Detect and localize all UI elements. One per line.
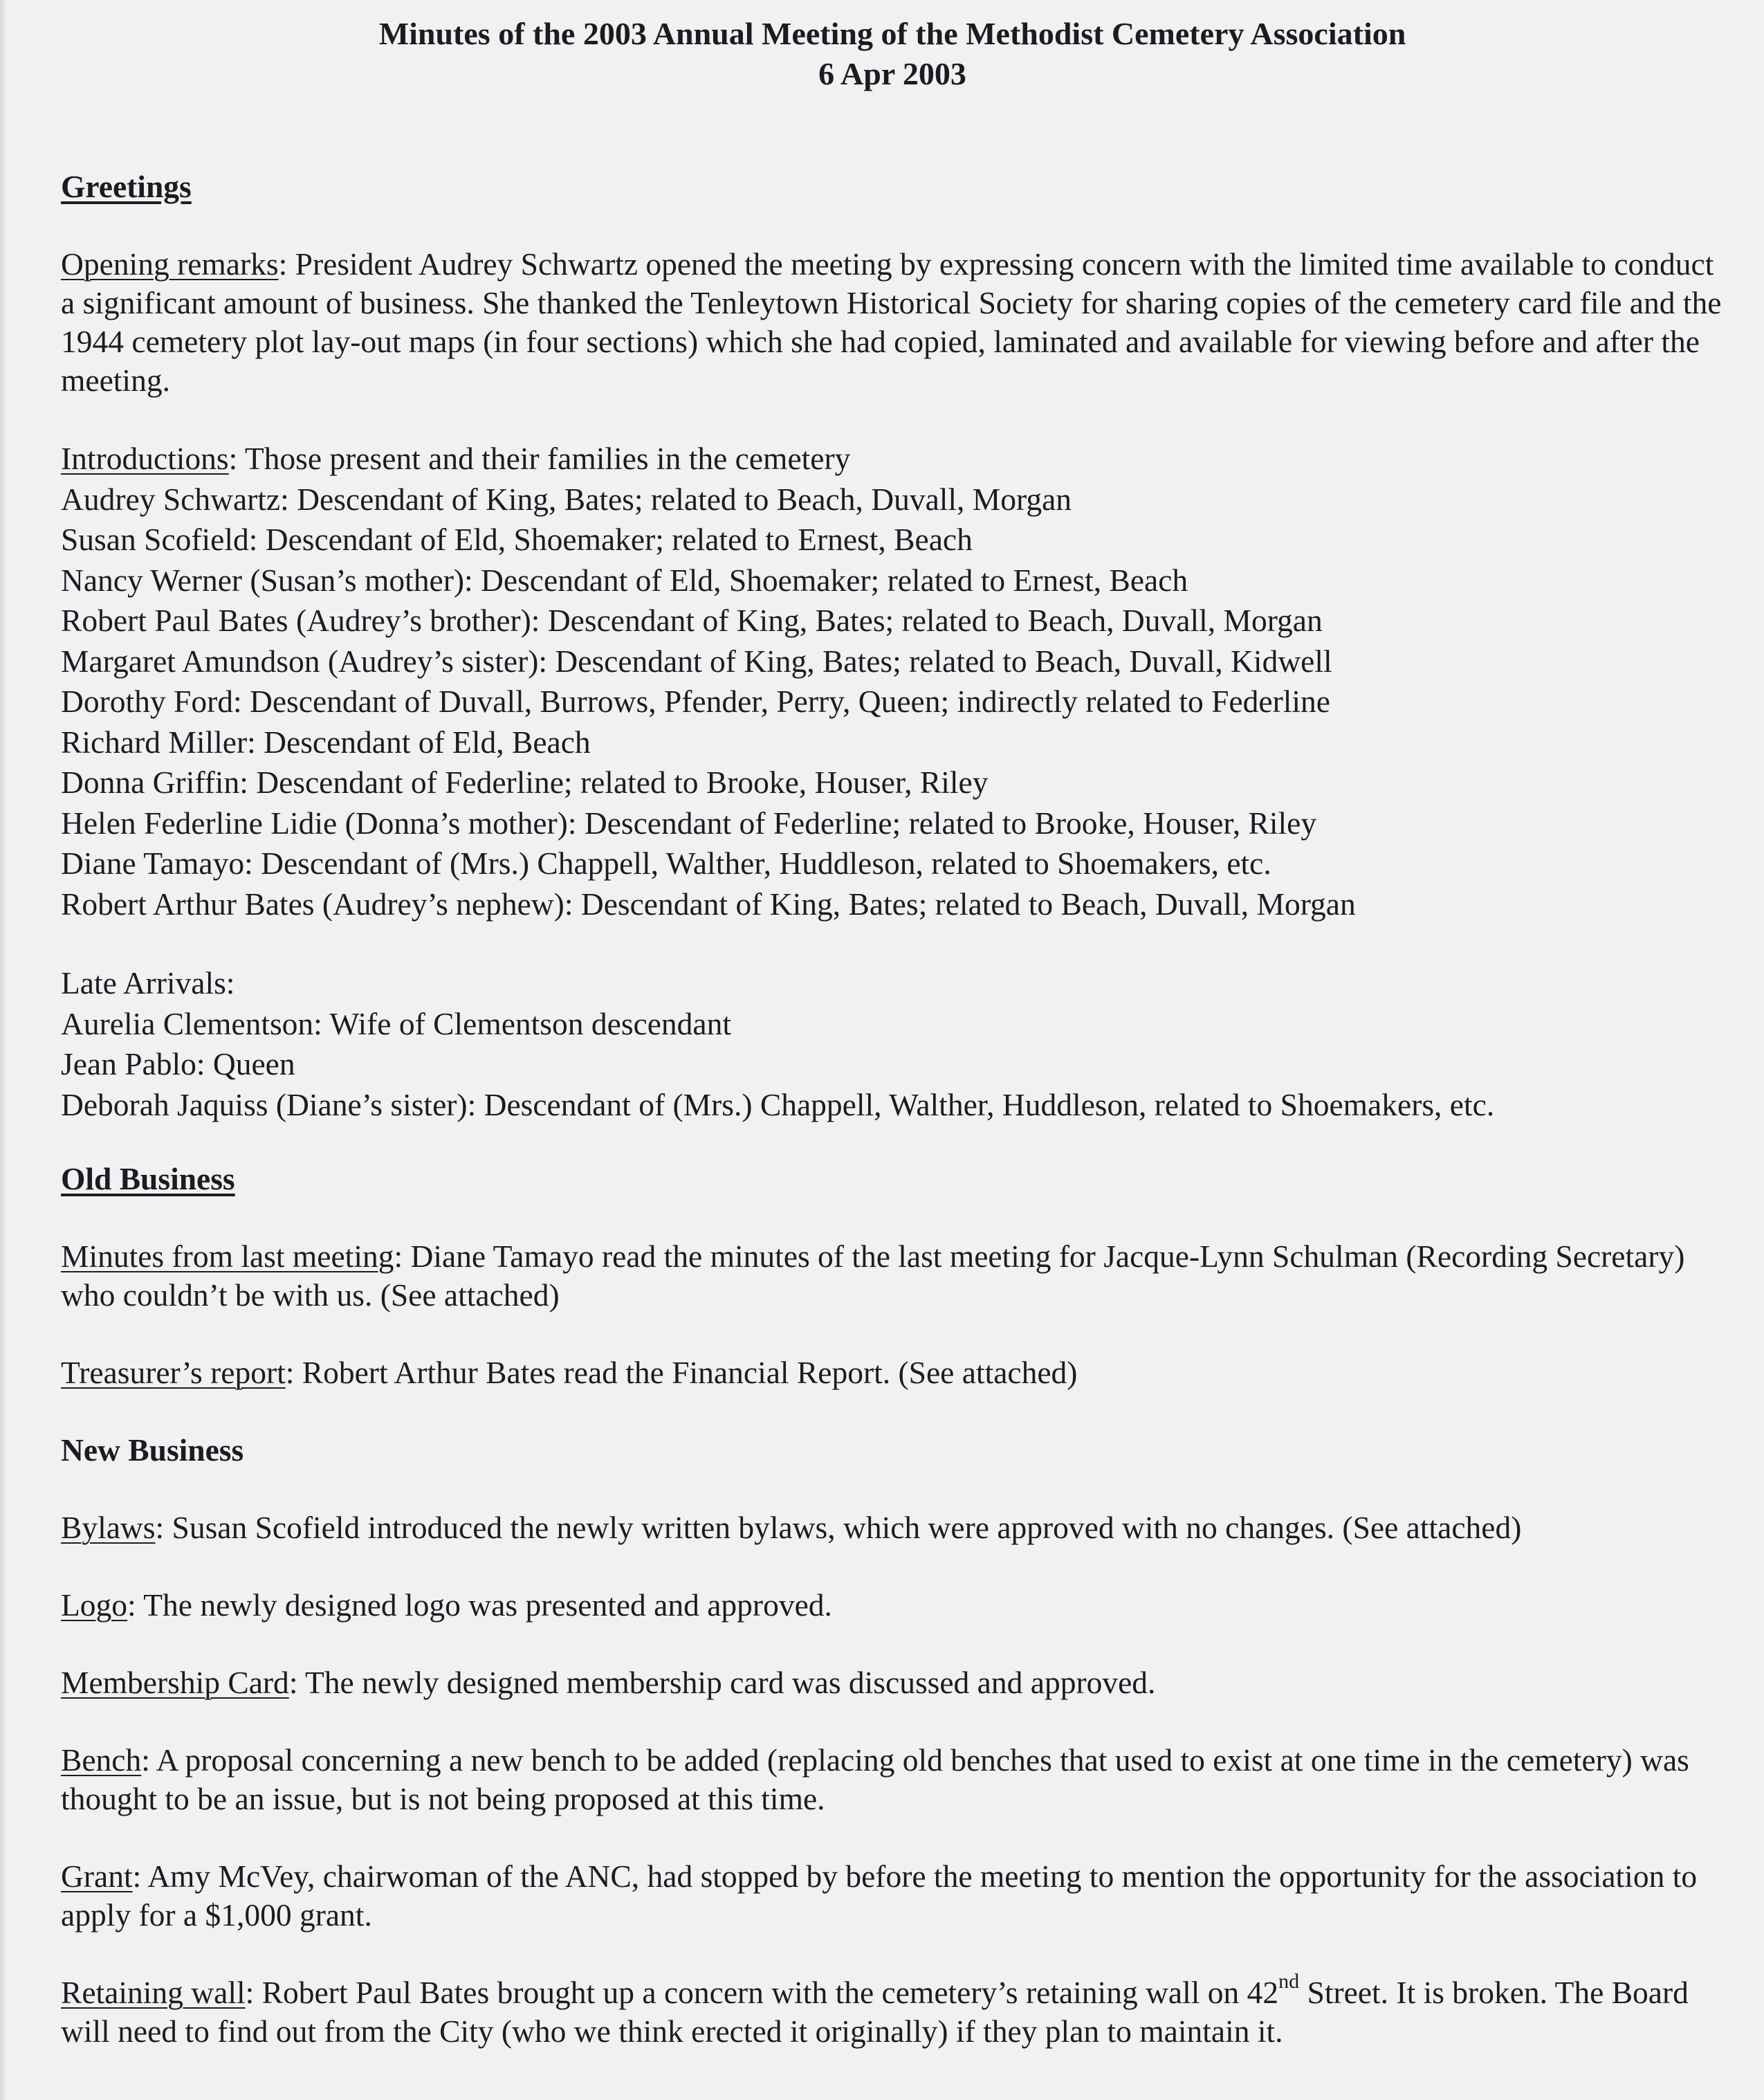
introductions-intro: Introductions: Those present and their families in the cemetery: [61, 441, 851, 476]
new-business-heading: New Business: [61, 1432, 244, 1468]
minutes-label: Minutes from last meeting: [61, 1239, 394, 1274]
attendee-line: Aurelia Clementson: Wife of Clementson descendant: [61, 1005, 732, 1041]
treasurer-label: Treasurer’s report: [61, 1355, 286, 1390]
old-business-heading: Old Business: [61, 1161, 235, 1196]
attendee-line: Helen Federline Lidie (Donna’s mother): Descendant of Federline; related to Brooke, Houser, Riley: [61, 805, 1317, 841]
logo-text: : The newly designed logo was presented and approved.: [127, 1587, 832, 1623]
scan-edge: [0, 0, 7, 2100]
bench-item: [61, 1741, 1700, 1818]
grant-label: Grant: [61, 1859, 133, 1894]
ordinal-suffix: nd: [1278, 1969, 1300, 1993]
opening-remarks: [61, 245, 1728, 400]
attendee-line: Jean Pablo: Queen: [61, 1046, 295, 1081]
retaining-wall-text: : Robert Paul Bates brought up a concern with the cemetery’s retaining wall on 42: [245, 1975, 1279, 2010]
minutes-text: : Diane Tamayo read the minutes of the last meeting for Jacque-Lynn Schulman (Recording Secretary) who couldn’t be with us. (See attached): [61, 1239, 1685, 1313]
attendee-line: Nancy Werner (Susan’s mother): Descendant of Eld, Shoemaker; related to Ernest, Beach: [61, 562, 1188, 598]
retaining-wall-item: [61, 1969, 1735, 2051]
meeting-date: 6 Apr 2003: [818, 56, 966, 91]
attendee-line: Deborah Jaquiss (Diane’s sister): Descendant of (Mrs.) Chappell, Walther, Huddleson, related to Shoemakers, etc.: [61, 1086, 1495, 1122]
grant-text: : Amy McVey, chairwoman of the ANC, had stopped by before the meeting to mention the opportunity for the association to apply for a $1,000 grant.: [61, 1859, 1698, 1933]
introductions-list: [61, 439, 1735, 924]
attendee-line: Diane Tamayo: Descendant of (Mrs.) Chappell, Walther, Huddleson, related to Shoemakers, etc.: [61, 846, 1271, 881]
attendee-line: Dorothy Ford: Descendant of Duvall, Burrows, Pfender, Perry, Queen; indirectly related to Federline: [61, 684, 1330, 719]
attendee-line: Richard Miller: Descendant of Eld, Beach: [61, 724, 591, 760]
treasurer-text: : Robert Arthur Bates read the Financial Report. (See attached): [285, 1355, 1078, 1390]
attendee-line: Margaret Amundson (Audrey’s sister): Descendant of King, Bates; related to Beach, Duvall, Kidwell: [61, 643, 1332, 679]
bench-label: Bench: [61, 1742, 142, 1778]
attendee-line: Donna Griffin: Descendant of Federline; related to Brooke, Houser, Riley: [61, 765, 989, 800]
document-header: [0, 14, 1764, 94]
logo-item: [61, 1586, 1735, 1625]
attendee-line: Robert Arthur Bates (Audrey’s nephew): Descendant of King, Bates; related to Beach, Duvall, Morgan: [61, 886, 1356, 922]
membership-text: : The newly designed membership card was discussed and approved.: [288, 1665, 1156, 1700]
minutes-body: [61, 167, 1735, 2051]
greetings-heading: Greetings: [61, 169, 192, 204]
attendee-line: Susan Scofield: Descendant of Eld, Shoemaker; related to Ernest, Beach: [61, 522, 973, 557]
attendee-line: Robert Paul Bates (Audrey’s brother): Descendant of King, Bates; related to Beach, Duvall, Morgan: [61, 603, 1323, 638]
minutes-item: [61, 1237, 1728, 1315]
bench-text: : A proposal concerning a new bench to be added (replacing old benches that used to exist at one time in the cemetery) was thought to be an issue, but is not being proposed at this time.: [61, 1742, 1689, 1816]
introductions-label: Introductions: [61, 441, 229, 476]
membership-item: [61, 1663, 1735, 1702]
document-title: Minutes of the 2003 Annual Meeting of the Methodist Cemetery Association: [378, 16, 1406, 51]
bylaws-item: [61, 1508, 1735, 1547]
bylaws-label: Bylaws: [61, 1510, 156, 1545]
opening-remarks-label: Opening remarks: [61, 246, 279, 282]
opening-remarks-text: : President Audrey Schwartz opened the meeting by expressing concern with the limited time available to conduct a significant amount of business. She thanked the Tenleytown Historical Society for sharing copies of the cemetery card file and the 1944 cemetery plot lay-out maps (in four sections) which she had copied, laminated and available for viewing before and after the meeting.: [61, 246, 1722, 398]
late-arrivals-list: [61, 963, 1735, 1125]
attendee-line: Audrey Schwartz: Descendant of King, Bates; related to Beach, Duvall, Morgan: [61, 481, 1072, 517]
retaining-wall-label: Retaining wall: [61, 1975, 246, 2010]
late-arrivals-heading: Late Arrivals:: [61, 965, 235, 1001]
retaining-wall-text-cont: Street. It is broken. The Board will need to find out from the City (who we think erected it originally) if they plan to maintain it.: [61, 1975, 1689, 2049]
membership-label: Membership Card: [61, 1665, 289, 1700]
grant-item: [61, 1857, 1721, 1935]
treasurer-item: [61, 1353, 1735, 1392]
bylaws-text: : Susan Scofield introduced the newly written bylaws, which were approved with no changes. (See attached): [155, 1510, 1522, 1545]
logo-label: Logo: [61, 1587, 128, 1623]
